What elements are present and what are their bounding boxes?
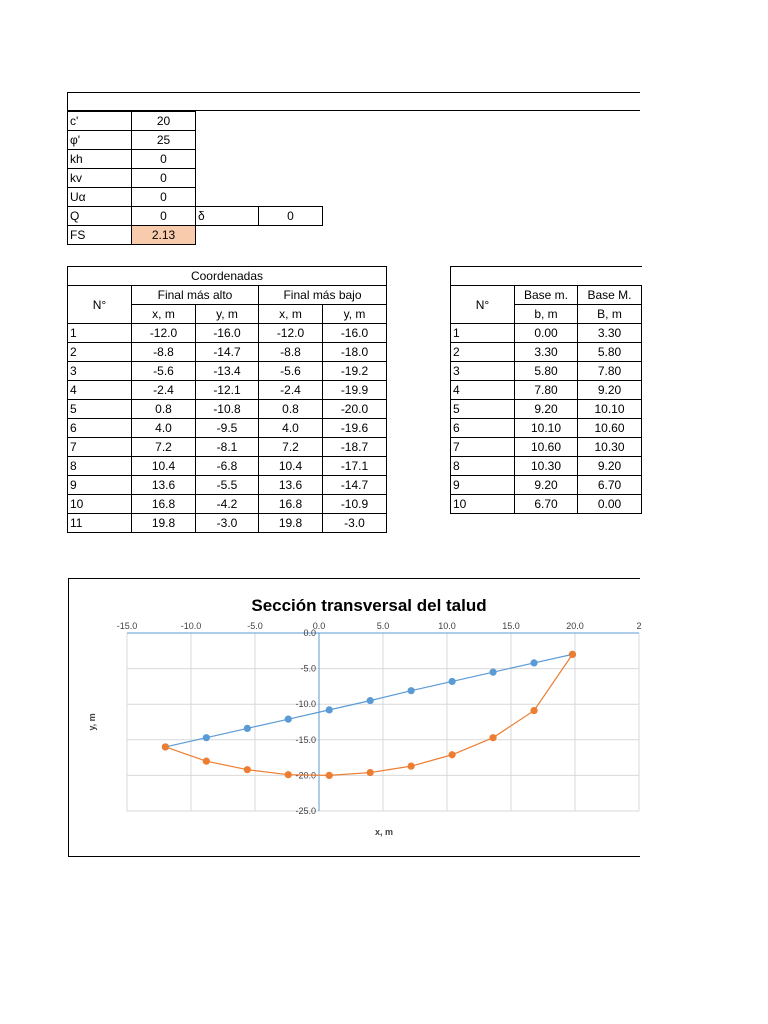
table-cell[interactable]: 7.80: [515, 381, 578, 400]
empty-cell: [196, 226, 259, 245]
table-cell[interactable]: 7.2: [259, 438, 323, 457]
table-row: [68, 419, 387, 438]
y-tick-label: -10.0: [295, 699, 316, 710]
table-cell[interactable]: -19.6: [323, 419, 387, 438]
x-tick-label: -10.0: [180, 621, 202, 631]
table-cell[interactable]: 13.6: [259, 476, 323, 495]
table-row: [68, 343, 387, 362]
table-cell[interactable]: 9.20: [515, 476, 578, 495]
table-row: [451, 476, 642, 495]
table-cell[interactable]: 6.70: [515, 495, 578, 514]
column-header-b[interactable]: b, m: [515, 305, 578, 324]
group-header-low[interactable]: Final más bajo: [259, 286, 387, 305]
table-cell[interactable]: 0.8: [259, 400, 323, 419]
empty-cell: [259, 188, 323, 207]
table-cell[interactable]: 2: [451, 343, 515, 362]
table-cell[interactable]: -3.0: [196, 514, 259, 533]
table-cell[interactable]: -10.8: [196, 400, 259, 419]
table-cell[interactable]: 10.10: [515, 419, 578, 438]
table-cell[interactable]: -17.1: [323, 457, 387, 476]
data-point[interactable]: [489, 734, 496, 741]
data-point[interactable]: [449, 678, 456, 685]
table-cell[interactable]: -3.0: [323, 514, 387, 533]
empty-cell: [196, 150, 259, 169]
table-cell[interactable]: -13.4: [196, 362, 259, 381]
param-label[interactable]: φ': [68, 131, 132, 150]
table-cell[interactable]: -6.8: [196, 457, 259, 476]
table-row: [451, 438, 642, 457]
data-point[interactable]: [367, 769, 374, 776]
x-axis-label: x, m: [374, 827, 394, 837]
table-cell[interactable]: -10.9: [323, 495, 387, 514]
table-row: [68, 381, 387, 400]
data-point[interactable]: [569, 651, 576, 658]
table-cell[interactable]: 19.8: [132, 514, 196, 533]
coordinates-title[interactable]: Coordenadas: [68, 267, 387, 286]
column-header-y[interactable]: y, m: [196, 305, 259, 324]
param-label[interactable]: Uα: [68, 188, 132, 207]
table-cell[interactable]: 19.8: [259, 514, 323, 533]
empty-cell: [196, 188, 259, 207]
bases-title-row: [451, 267, 642, 286]
y-tick-label: -5.0: [300, 663, 316, 674]
x-tick-label: 5.0: [376, 621, 390, 631]
table-row: [68, 514, 387, 533]
param-row-kh: [68, 150, 323, 169]
table-cell[interactable]: 10.4: [259, 457, 323, 476]
x-tick-label: 2: [636, 621, 642, 631]
table-row: [451, 343, 642, 362]
table-cell[interactable]: -19.2: [323, 362, 387, 381]
param-row-fs: [68, 226, 323, 245]
coordinates-table-body: [68, 267, 387, 533]
table-cell[interactable]: 9.20: [578, 457, 642, 476]
table-row: [68, 457, 387, 476]
coordinates-group-row: [68, 286, 387, 305]
data-point[interactable]: [203, 758, 210, 765]
param-label[interactable]: c': [68, 112, 132, 131]
table-cell[interactable]: 6: [451, 419, 515, 438]
table-cell[interactable]: 9.20: [515, 400, 578, 419]
parameters-table: [67, 111, 323, 245]
data-point[interactable]: [449, 751, 456, 758]
data-point[interactable]: [408, 763, 415, 770]
empty-cell: [259, 112, 323, 131]
table-row: [451, 324, 642, 343]
safety-factor-value[interactable]: 2.13: [132, 226, 196, 245]
data-point[interactable]: [244, 725, 251, 732]
table-cell[interactable]: 13.6: [132, 476, 196, 495]
table-row: [68, 438, 387, 457]
table-cell[interactable]: -5.5: [196, 476, 259, 495]
table-cell[interactable]: 10.10: [578, 400, 642, 419]
data-point[interactable]: [530, 659, 537, 666]
x-tick-label: 0.0: [312, 621, 326, 631]
data-point[interactable]: [408, 687, 415, 694]
table-cell[interactable]: -2.4: [259, 381, 323, 400]
header-base-minor[interactable]: Base m.: [515, 286, 578, 305]
table-cell[interactable]: 3: [68, 362, 132, 381]
table-cell[interactable]: -14.7: [196, 343, 259, 362]
y-axis-label: y, m: [87, 713, 97, 731]
table-row: [68, 476, 387, 495]
table-cell[interactable]: 10.60: [515, 438, 578, 457]
table-cell[interactable]: 7: [451, 438, 515, 457]
data-point[interactable]: [489, 669, 496, 676]
table-cell[interactable]: 4: [68, 381, 132, 400]
x-tick-label: -5.0: [247, 621, 263, 631]
table-cell[interactable]: 1: [68, 324, 132, 343]
table-row: [68, 324, 387, 343]
table-cell[interactable]: 5.80: [515, 362, 578, 381]
y-tick-label: -25.0: [295, 806, 316, 816]
param-label[interactable]: FS: [68, 226, 132, 245]
data-point[interactable]: [244, 766, 251, 773]
data-point[interactable]: [285, 771, 292, 778]
table-cell[interactable]: -16.0: [323, 324, 387, 343]
param-value[interactable]: 20: [132, 112, 196, 131]
table-cell[interactable]: -5.6: [132, 362, 196, 381]
param-label[interactable]: Q: [68, 207, 132, 226]
bases-table-body: [451, 267, 642, 514]
column-header-x[interactable]: x, m: [259, 305, 323, 324]
table-cell[interactable]: 4: [451, 381, 515, 400]
sheet-header-bar: [67, 92, 640, 111]
table-cell[interactable]: 3.30: [515, 343, 578, 362]
table-cell[interactable]: -19.9: [323, 381, 387, 400]
y-tick-label: -15.0: [295, 734, 316, 745]
table-cell[interactable]: 11: [68, 514, 132, 533]
param-value[interactable]: 0: [132, 188, 196, 207]
table-cell[interactable]: -12.0: [132, 324, 196, 343]
empty-cell: [196, 131, 259, 150]
coordinates-table: [67, 266, 387, 533]
table-cell[interactable]: -14.7: [323, 476, 387, 495]
chart-title: Sección transversal del talud: [251, 596, 487, 615]
x-tick-label: -15.0: [116, 621, 138, 631]
empty-cell: [196, 169, 259, 188]
table-row: [451, 362, 642, 381]
table-cell[interactable]: -2.4: [132, 381, 196, 400]
data-point[interactable]: [203, 734, 210, 741]
table-cell[interactable]: 16.8: [132, 495, 196, 514]
data-point[interactable]: [530, 707, 537, 714]
table-cell[interactable]: 8: [451, 457, 515, 476]
table-row: [68, 495, 387, 514]
bases-title-cell[interactable]: [451, 267, 642, 286]
bases-table: [450, 266, 642, 514]
param-label[interactable]: kh: [68, 150, 132, 169]
table-cell[interactable]: 5: [68, 400, 132, 419]
table-row: [68, 362, 387, 381]
param-value[interactable]: 0: [132, 207, 196, 226]
table-cell[interactable]: 10.60: [578, 419, 642, 438]
table-cell[interactable]: -16.0: [196, 324, 259, 343]
param-row-ualpha: [68, 188, 323, 207]
y-tick-label: 0.0: [303, 628, 316, 638]
y-tick-label: -20.0: [295, 770, 316, 781]
table-cell[interactable]: 10: [451, 495, 515, 514]
table-cell[interactable]: 8: [68, 457, 132, 476]
param-label[interactable]: kv: [68, 169, 132, 188]
param-value[interactable]: 0: [132, 169, 196, 188]
column-header-x[interactable]: x, m: [132, 305, 196, 324]
table-cell[interactable]: 9: [451, 476, 515, 495]
table-cell[interactable]: -18.0: [323, 343, 387, 362]
empty-cell: [259, 169, 323, 188]
table-cell[interactable]: 0.00: [578, 495, 642, 514]
table-cell[interactable]: -8.1: [196, 438, 259, 457]
param-row-q: [68, 207, 323, 226]
param-delta-value[interactable]: 0: [259, 207, 323, 226]
data-point[interactable]: [326, 706, 333, 713]
table-cell[interactable]: -8.8: [132, 343, 196, 362]
param-value[interactable]: 0: [132, 150, 196, 169]
table-row: [68, 400, 387, 419]
empty-cell: [196, 112, 259, 131]
param-value[interactable]: 25: [132, 131, 196, 150]
table-cell[interactable]: 2: [68, 343, 132, 362]
table-row: [451, 457, 642, 476]
table-row: [451, 495, 642, 514]
table-cell[interactable]: 9.20: [578, 381, 642, 400]
table-row: [451, 419, 642, 438]
table-row: [451, 400, 642, 419]
table-cell[interactable]: 3.30: [578, 324, 642, 343]
table-cell[interactable]: 10.4: [132, 457, 196, 476]
chart-area[interactable]: [68, 578, 640, 857]
table-cell[interactable]: 6.70: [578, 476, 642, 495]
x-tick-label: 10.0: [438, 621, 456, 631]
column-header-y[interactable]: y, m: [323, 305, 387, 324]
table-cell[interactable]: 10.30: [578, 438, 642, 457]
table-cell[interactable]: 10.30: [515, 457, 578, 476]
number-header[interactable]: N°: [68, 286, 132, 324]
table-cell[interactable]: 7.2: [132, 438, 196, 457]
table-cell[interactable]: 10: [68, 495, 132, 514]
param-delta-label[interactable]: δ: [196, 207, 259, 226]
table-cell[interactable]: 3: [451, 362, 515, 381]
table-cell[interactable]: 0.8: [132, 400, 196, 419]
data-point[interactable]: [162, 743, 169, 750]
table-cell[interactable]: -18.7: [323, 438, 387, 457]
table-cell[interactable]: -5.6: [259, 362, 323, 381]
table-cell[interactable]: 6: [68, 419, 132, 438]
param-row-kv: [68, 169, 323, 188]
coordinates-title-row: [68, 267, 387, 286]
empty-cell: [259, 131, 323, 150]
table-cell[interactable]: 1: [451, 324, 515, 343]
table-cell[interactable]: 7.80: [578, 362, 642, 381]
empty-cell: [259, 150, 323, 169]
cross-section-chart: [69, 579, 641, 858]
table-cell[interactable]: 4.0: [132, 419, 196, 438]
table-cell[interactable]: -12.1: [196, 381, 259, 400]
table-cell[interactable]: 7: [68, 438, 132, 457]
x-tick-label: 20.0: [566, 621, 584, 631]
table-cell[interactable]: 4.0: [259, 419, 323, 438]
table-cell[interactable]: 9: [68, 476, 132, 495]
param-row-phi: [68, 131, 323, 150]
data-point[interactable]: [285, 716, 292, 723]
x-tick-label: 15.0: [502, 621, 520, 631]
table-cell[interactable]: 5.80: [578, 343, 642, 362]
table-cell[interactable]: 16.8: [259, 495, 323, 514]
table-cell[interactable]: -12.0: [259, 324, 323, 343]
group-header-high[interactable]: Final más alto: [132, 286, 259, 305]
table-row: [451, 381, 642, 400]
data-point[interactable]: [326, 772, 333, 779]
data-point[interactable]: [367, 697, 374, 704]
param-row-c: [68, 112, 323, 131]
number-header[interactable]: N°: [451, 286, 515, 324]
table-cell[interactable]: -8.8: [259, 343, 323, 362]
header-base-major[interactable]: Base M.: [578, 286, 642, 305]
table-cell[interactable]: -4.2: [196, 495, 259, 514]
table-cell[interactable]: 5: [451, 400, 515, 419]
table-cell[interactable]: -9.5: [196, 419, 259, 438]
table-cell[interactable]: -20.0: [323, 400, 387, 419]
table-cell[interactable]: 0.00: [515, 324, 578, 343]
column-header-B[interactable]: B, m: [578, 305, 642, 324]
bases-group-row: [451, 286, 642, 305]
empty-cell: [259, 226, 323, 245]
